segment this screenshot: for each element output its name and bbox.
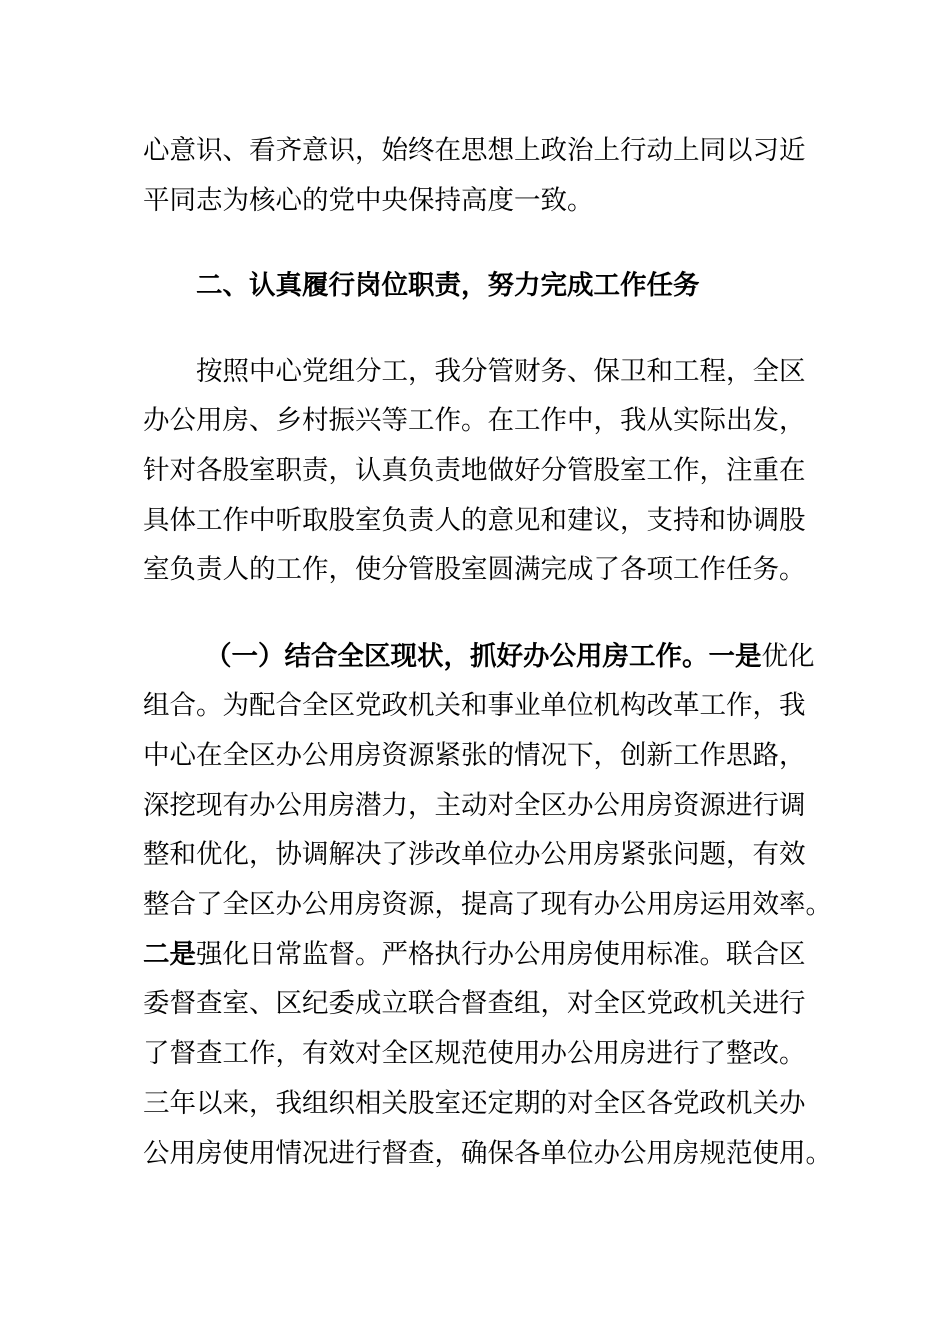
first-marker: 一是 (708, 641, 762, 672)
subsection-line-9: 了督查工作，有效对全区规范使用办公用房进行了整改。 (143, 1038, 806, 1069)
subsection-line-2: 组合。为配合全区党政机关和事业单位机构改革工作，我 (143, 690, 806, 721)
second-marker: 二是 (143, 939, 196, 970)
second-line-rest: 强化日常监督。严格执行办公用房使用标准。联合区 (196, 939, 806, 970)
paragraph-line-3: 针对各股室职责，认真负责地做好分管股室工作，注重在 (143, 455, 806, 486)
subsection-second-line (143, 935, 806, 975)
subsection-line-3: 中心在全区办公用房资源紧张的情况下，创新工作思路， (143, 740, 806, 771)
subsection-line-5: 整和优化，协调解决了涉改单位办公用房紧张问题，有效 (143, 839, 806, 870)
subsection-line-8: 委督查室、区纪委成立联合督查组，对全区党政机关进行 (143, 988, 806, 1019)
intro-line-1: 心意识、看齐意识，始终在思想上政治上行动上同以习近 (143, 135, 806, 166)
paragraph-line-5: 室负责人的工作，使分管股室圆满完成了各项工作任务。 (143, 554, 806, 585)
first-line-rest: 优化 (761, 641, 815, 672)
subsection-heading: （一）结合全区现状，抓好办公用房工作。 (205, 641, 709, 672)
paragraph-line-2: 办公用房、乡村振兴等工作。在工作中，我从实际出发， (143, 405, 806, 436)
intro-line-2: 平同志为核心的党中央保持高度一致。 (143, 185, 594, 216)
section-heading: 二、认真履行岗位职责，努力完成工作任务 (196, 270, 700, 301)
subsection-first-line (205, 637, 815, 677)
subsection-line-11: 公用房使用情况进行督查，确保各单位办公用房规范使用。 (143, 1138, 832, 1169)
subsection-line-6: 整合了全区办公用房资源，提高了现有办公用房运用效率。 (143, 889, 832, 920)
subsection-line-4: 深挖现有办公用房潜力，主动对全区办公用房资源进行调 (143, 790, 806, 821)
paragraph-line-4: 具体工作中听取股室负责人的意见和建议，支持和协调股 (143, 505, 806, 536)
paragraph-line-1: 按照中心党组分工，我分管财务、保卫和工程，全区 (196, 356, 806, 387)
subsection-line-10: 三年以来，我组织相关股室还定期的对全区各党政机关办 (143, 1088, 806, 1119)
